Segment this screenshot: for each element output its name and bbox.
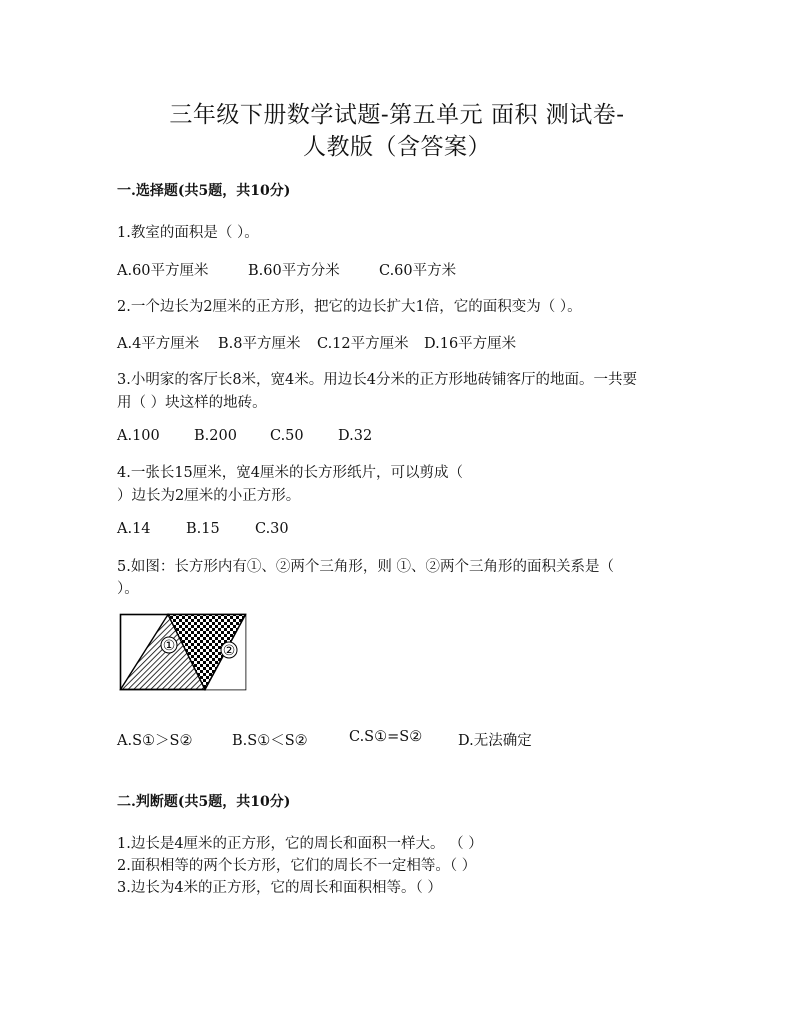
option-a: A.60平方厘米 xyxy=(117,263,209,279)
option-b: B.15 xyxy=(186,521,220,537)
title-line-2: 人教版（含答案） xyxy=(303,134,491,160)
option-a: A.S①＞S② xyxy=(117,733,193,749)
option-c: C.60平方米 xyxy=(379,263,457,279)
question-5-text-line-1: 5.如图：长方形内有①、②两个三角形，则 ①、②两个三角形的面积关系是（ xyxy=(117,559,614,575)
option-b: B.200 xyxy=(194,428,237,444)
question-4-text-line-1: 4.一张长15厘米，宽4厘米的长方形纸片，可以剪成（ xyxy=(117,465,464,481)
judgement-item-3: 3.边长为4米的正方形，它的周长和面积相等。（ ） xyxy=(117,880,442,896)
judgement-item-1: 1.边长是4厘米的正方形，它的周长和面积一样大。 （ ） xyxy=(117,836,483,852)
question-5-text-line-2: ）。 xyxy=(117,581,139,597)
rectangle-triangles-figure xyxy=(119,613,249,697)
option-a: A.100 xyxy=(117,428,160,444)
option-b: B.60平方分米 xyxy=(248,263,340,279)
judgement-item-2: 2.面积相等的两个长方形，它们的周长不一定相等。（ ） xyxy=(117,858,477,874)
question-3-text-line-2: 用（ ）块这样的地砖。 xyxy=(117,395,267,411)
figure-svg xyxy=(119,613,249,693)
question-1-text: 1.教室的面积是（ ）。 xyxy=(117,225,259,241)
option-d: D.16平方厘米 xyxy=(424,336,517,352)
figure-label-2: ② xyxy=(222,643,236,659)
option-b: B.8平方厘米 xyxy=(218,336,301,352)
question-4-text-line-2: ）边长为2厘米的小正方形。 xyxy=(117,488,301,504)
question-2-text: 2.一个边长为2厘米的正方形，把它的边长扩大1倍，它的面积变为（ ）。 xyxy=(117,299,582,315)
option-c: C.12平方厘米 xyxy=(317,336,409,352)
section-heading-judgement: 二.判断题(共5题，共10分) xyxy=(117,794,291,810)
section-heading-choice: 一.选择题(共5题，共10分) xyxy=(117,183,291,199)
option-d: D.32 xyxy=(338,428,373,444)
option-c: C.30 xyxy=(255,521,289,537)
option-c: C.50 xyxy=(270,428,304,444)
question-3-text-line-1: 3.小明家的客厅长8米，宽4米。用边长4分米的正方形地砖铺客厅的地面。一共要 xyxy=(117,372,638,388)
option-a: A.4平方厘米 xyxy=(117,336,200,352)
option-b: B.S①＜S② xyxy=(232,733,308,749)
option-d: D.无法确定 xyxy=(458,733,532,749)
option-c: C.S①=S② xyxy=(349,729,423,745)
title-line-1: 三年级下册数学试题-第五单元 面积 测试卷- xyxy=(169,102,625,128)
figure-label-1: ① xyxy=(162,638,176,654)
option-a: A.14 xyxy=(117,521,151,537)
